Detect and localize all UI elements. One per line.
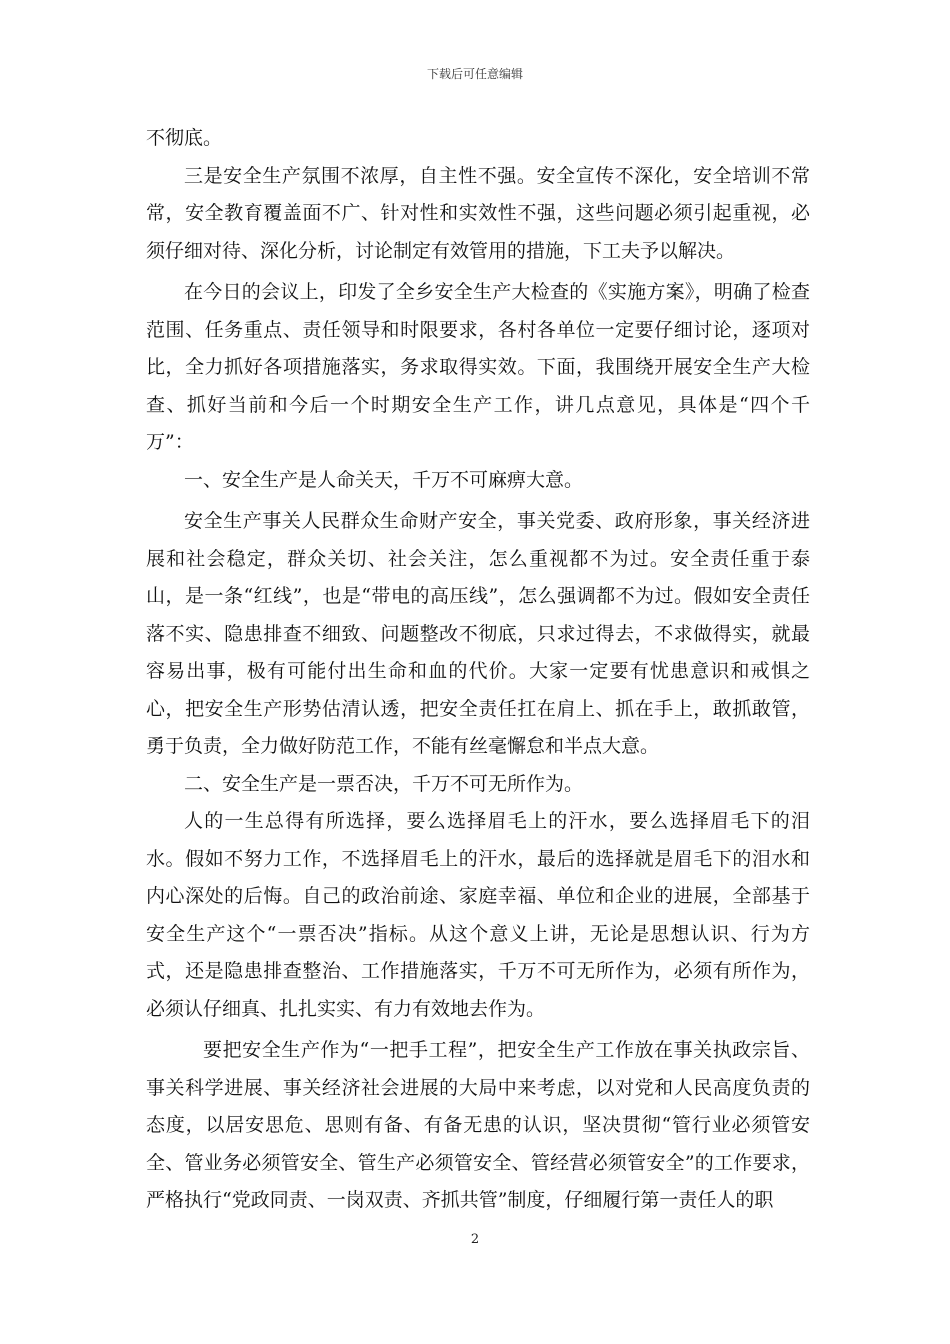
section-heading-two: 二、安全生产是一票否决，千万不可无所作为。 (184, 772, 584, 795)
page-number: 2 (470, 1232, 480, 1247)
paragraph-section-one: 安全生产事关人民群众生命财产安全，事关党委、政府形象，事关经济进展和社会稳定，群众关切、社会关注，怎么重视都不为过。安全责任重于泰山，是一条“红线”，也是“带电的高压线”，怎么强调都不为过。假如安全责任落不实、隐患排查不细致、问题整改不彻底，只求过得去，不求做得实，就最容易出事，极有可能付出生命和血的代价。大家一定要有忧患意识和戒惧之心，把安全生产形势估清认透，把安全责任扛在肩上、抓在手上，敢抓敢管，勇于负责，全力做好防范工作，不能有丝毫懈怠和半点大意。 (146, 510, 810, 757)
paragraph-leadership: 要把安全生产作为“一把手工程”，把安全生产工作放在事关执政宗旨、事关科学进展、事关经济社会进展的大局中来考虑，以对党和人民高度负责的态度，以居安思危、思则有备、有备无患的认识，坚决贯彻“管行业必须管安全、管业务必须管安全、管生产必须管安全、管经营必须管安全”的工作要求，严格执行“党政同责、一岗双责、齐抓共管”制度，仔细履行第一责任人的职 (146, 1039, 810, 1211)
paragraph-meeting-intro: 在今日的会议上，印发了全乡安全生产大检查的《实施方案》，明确了检查范围、任务重点、责任领导和时限要求，各村各单位一定要仔细讨论，逐项对比，全力抓好各项措施落实，务求取得实效。下面，我围绕开展安全生产大检查、抓好当前和今后一个时期安全生产工作，讲几点意见，具体是“四个千万”： (146, 281, 810, 453)
paragraph-point-three: 三是安全生产氛围不浓厚，自主性不强。安全宣传不深化，安全培训不常常，安全教育覆盖面不广、针对性和实效性不强，这些问题必须引起重视，必须仔细对待、深化分析，讨论制定有效管用的措施，下工夫予以解决。 (146, 164, 810, 262)
paragraph-continuation: 不彻底。 (146, 127, 223, 149)
section-heading-one: 一、安全生产是人命关天，千万不可麻痹大意。 (184, 468, 584, 491)
document-body (146, 120, 810, 1220)
paragraph-section-two: 人的一生总得有所选择，要么选择眉毛上的汗水，要么选择眉毛下的泪水。假如不努力工作，不选择眉毛上的汗水，最后的选择就是眉毛下的泪水和内心深处的后悔。自己的政治前途、家庭幸福、单位和企业的进展，全部基于安全生产这个“一票否决”指标。从这个意义上讲，无论是思想认识、行为方式，还是隐患排查整治、工作措施落实，千万不可无所作为，必须有所作为，必须认仔细真、扎扎实实、有力有效地去作为。 (146, 810, 810, 1020)
page-header-note: 下载后可任意编辑 (426, 67, 523, 81)
